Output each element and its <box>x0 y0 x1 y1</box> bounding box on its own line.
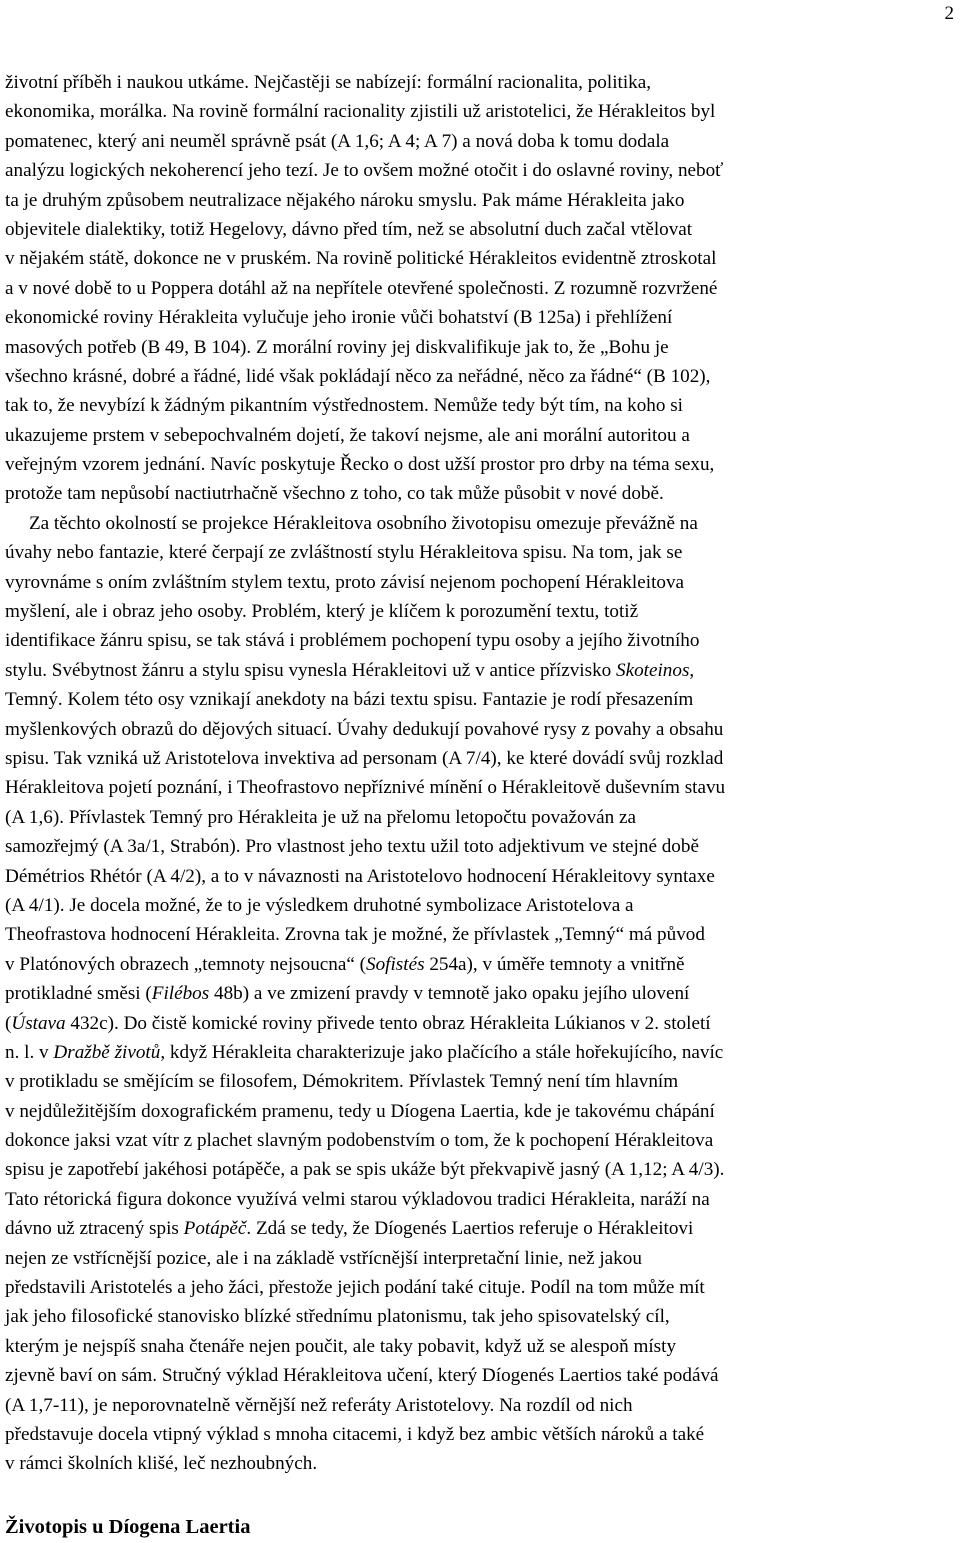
text-line <box>5 950 955 979</box>
text-line: tak to, že nevybízí k žádným pikantním výstřednostem. Nemůže tedy být tím, na koho si <box>5 395 683 417</box>
italic-term: Dražbě životů <box>53 1041 161 1063</box>
italic-term: Filébos <box>151 983 210 1005</box>
text-run: ( <box>5 1012 12 1034</box>
text-line: (A 1,7-11), je neporovnatelně věrnější než referáty Aristotelovy. Na rozdíl od nich <box>5 1394 633 1416</box>
text-run: stylu. Svébytnost žánru a stylu spisu vynesla Hérakleitovi už v antice přízvisko <box>5 659 617 681</box>
text-run: 254a), v úměře temnoty a vnitřně <box>424 953 685 975</box>
text-line: Tato rétorická figura dokonce využívá velmi starou výkladovou tradici Hérakleita, naráží na <box>5 1188 710 1210</box>
text-line: spisu. Tak vzniká už Aristotelova invektiva ad personam (A 7/4), ke které dovádí svůj rozklad <box>5 747 724 769</box>
text-line: úvahy nebo fantazie, které čerpají ze zvláštností stylu Hérakleitova spisu. Na tom, jak se <box>5 542 683 564</box>
text-line: ta je druhým způsobem neutralizace nějakého nároku smyslu. Pak máme Hérakleita jako <box>5 189 685 211</box>
text-line <box>5 1214 955 1243</box>
text-line: všechno krásné, dobré a řádné, lidé však pokládají něco za neřádné, něco za řádné“ (B 102), <box>5 365 711 387</box>
text-line: v protikladu se smějícím se filosofem, Démokritem. Přívlastek Temný není tím hlavním <box>5 1071 679 1093</box>
text-line: veřejným vzorem jednání. Navíc poskytuje Řecko o dost užší prostor pro drby na téma sexu, <box>5 454 715 476</box>
text-line: myšlenkových obrazů do dějových situací. Úvahy dedukují povahové rysy z povahy a obsahu <box>5 718 724 740</box>
text-line: spisu je zapotřebí jakéhosi potápěče, a pak se spis ukáže být překvapivě jasný (A 1,12; A 4/3). <box>5 1159 725 1181</box>
text-line <box>5 1009 955 1038</box>
text-line: analýzu logických nekoherencí jeho tezí. Je to ovšem možné otočit i do oslavné roviny, neboť <box>5 160 724 182</box>
text-line <box>5 979 955 1008</box>
italic-term: Sofistés <box>366 953 425 975</box>
text-line: ekonomika, morálka. Na rovině formální racionality zjistili už aristotelici, že Hérakleitos byl <box>5 101 716 123</box>
text-line: kterým je nejspíš snaha čtenáře nejen poučit, ale taky pobavit, když už se alespoň místy <box>5 1335 677 1357</box>
italic-term: Ústava <box>11 1012 66 1034</box>
text-run: v Platónových obrazech „temnoty nejsoucna“ ( <box>5 953 367 975</box>
text-line: identifikace žánru spisu, se tak stává i problémem pochopení typu osoby a jejího životního <box>5 630 700 652</box>
text-line: protože tam nepůsobí nactiutrhačně všechno z toho, co tak může působit v nové době. <box>5 483 664 505</box>
text-run: dávno už ztracený spis <box>5 1218 184 1240</box>
text-line: samozřejmý (A 3a/1, Strabón). Pro vlastnost jeho textu užil toto adjektivum ve stejné době <box>5 836 699 858</box>
text-line: zjevně baví on sám. Stručný výklad Hérakleitova učení, který Díogenés Laertios také podává <box>5 1365 719 1387</box>
text-line: představuje docela vtipný výklad s mnoha citacemi, i když bez ambic větších nároků a také <box>5 1423 705 1445</box>
text-line: objevitele dialektiky, totiž Hegelovy, dávno před tím, než se absolutní duch začal vtělovat <box>5 218 693 240</box>
text-run: . Zdá se tedy, že Díogenés Laertios referuje o Hérakleitovi <box>246 1218 694 1240</box>
text-line: Temný. Kolem této osy vznikají anekdoty na bázi textu spisu. Fantazie je rodí přesazením <box>5 689 694 711</box>
page-number: 2 <box>944 3 954 24</box>
text-line: (A 1,6). Přívlastek Temný pro Hérakleita je už na přelomu letopočtu považován za <box>5 806 637 828</box>
text-line: dokonce jaksi vzat vítr z plachet slavným podobenstvím o tom, že k pochopení Hérakleitova <box>5 1130 714 1152</box>
text-line: Démétrios Rhétór (A 4/2), a to v návaznosti na Aristotelovo hodnocení Hérakleitovy syntaxe <box>5 865 715 887</box>
text-run: 432c). Do čistě komické roviny přivede tento obraz Hérakleita Lúkianos v 2. století <box>65 1012 711 1034</box>
text-line: Theofrastova hodnocení Hérakleita. Zrovna tak je možné, že přívlastek „Temný“ má původ <box>5 924 705 946</box>
text-line: vyrovnáme s oním zvláštním stylem textu, proto závisí nejenom pochopení Hérakleitova <box>5 571 685 593</box>
italic-term: Potápěč <box>183 1218 247 1240</box>
text-line <box>5 656 955 685</box>
text-line: v rámci školních klišé, leč nezhoubných. <box>5 1453 318 1475</box>
text-line: myšlení, ale i obraz jeho osoby. Problém, který je klíčem k porozumění textu, totiž <box>5 601 639 623</box>
text-run: protikladné směsi ( <box>5 983 152 1005</box>
text-line: a v nové době to u Poppera dotáhl až na nepřítele otevřené společnosti. Z rozumně rozvržené <box>5 277 718 299</box>
text-line <box>5 1038 955 1067</box>
text-line: ekonomické roviny Hérakleita vylučuje jeho ironie vůči bohatství (B 125a) i přehlížení <box>5 307 673 329</box>
text-run: , <box>689 659 695 681</box>
text-line: jak jeho filosofické stanovisko blízké střednímu platonismu, tak jeho spisovatelský cíl, <box>5 1306 670 1328</box>
paragraph-1 <box>5 68 957 509</box>
text-line: v nějakém státě, dokonce ne v pruském. Na rovině politické Hérakleitos evidentně ztroskotal <box>5 248 717 270</box>
text-line: v nejdůležitějším doxografickém pramenu, tedy u Díogena Laertia, kde je takovému chápání <box>5 1100 715 1122</box>
text-line: Hérakleitova pojetí poznání, i Theofrastovo nepříznivé mínění o Hérakleitově duševním stavu <box>5 777 726 799</box>
text-line: (A 4/1). Je docela možné, že to je výsledkem druhotné symbolizace Aristotelova a <box>5 894 634 916</box>
italic-term: Skoteinos <box>616 659 690 681</box>
text-run: n. l. v <box>5 1041 54 1063</box>
text-line: masových potřeb (B 49, B 104). Z morální roviny jej diskvalifikuje jak to, že „Bohu je <box>5 336 669 358</box>
paragraph-2 <box>5 509 957 1479</box>
text-line: Za těchto okolností se projekce Hérakleitova osobního životopisu omezuje převážně na <box>28 512 698 534</box>
text-run: , když Hérakleita charakterizuje jako plačícího a stále hořekujícího, navíc <box>160 1041 724 1063</box>
section-heading: Životopis u Díogena Laertia <box>5 1515 251 1538</box>
text-line: ukazujeme prstem v sebepochvalném dojetí, že takoví nejsme, ale ani morální autoritou a <box>5 424 690 446</box>
text-line: představili Aristotelés a jeho žáci, přestože jejich podání také cituje. Podíl na tom může mít <box>5 1277 705 1299</box>
text-run: 48b) a ve zmizení pravdy v temnotě jako opaku jejího ulovení <box>209 983 690 1005</box>
text-line: pomatenec, který ani neuměl správně psát (A 1,6; A 4; A 7) a nová doba k tomu dodala <box>5 130 670 152</box>
text-line: nejen ze vstřícnější pozice, ale i na základě vstřícnější interpretační linie, než jakou <box>5 1247 642 1269</box>
document-body <box>5 68 957 1542</box>
text-line: životní příběh i naukou utkáme. Nejčastěji se nabízejí: formální racionalita, politika, <box>5 72 652 93</box>
